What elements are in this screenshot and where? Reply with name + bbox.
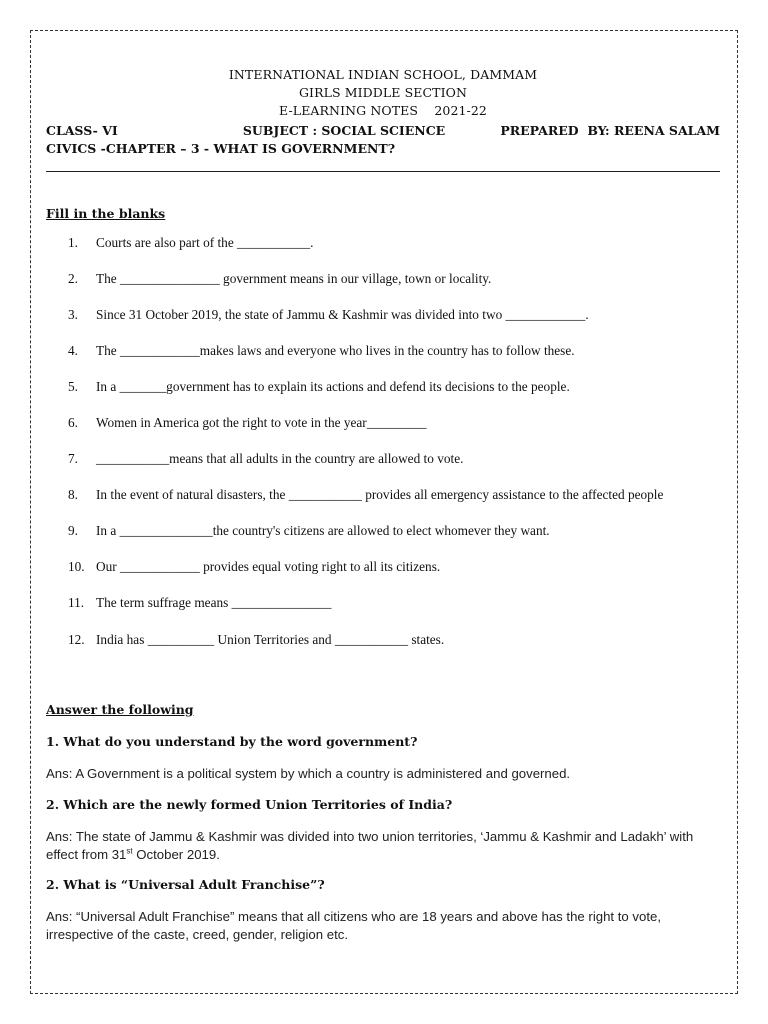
list-item	[46, 306, 722, 324]
item-number: 2.	[68, 271, 78, 286]
section-name: GIRLS MIDDLE SECTION	[298, 85, 468, 100]
item-number: 4.	[68, 343, 78, 358]
question-1: 1. What do you understand by the word government?	[46, 734, 418, 749]
question-3: 2. What is “Universal Adult Franchise”?	[46, 877, 325, 892]
item-text: In a ______________the country's citizens are allowed to elect whomever they want.	[96, 523, 550, 538]
document-header	[46, 66, 720, 158]
item-number: 5.	[68, 379, 78, 394]
fill-blanks-list	[46, 234, 722, 649]
list-item	[46, 234, 722, 252]
list-item	[46, 378, 722, 396]
list-item	[46, 450, 722, 468]
item-text: The term suffrage means _______________	[96, 595, 332, 610]
answer-2-text: Ans: The state of Jammu & Kashmir was divided into two union territories, ‘Jammu & Kashmir and Ladakh’ with effect from 31	[46, 829, 694, 862]
item-text: India has __________ Union Territories and ___________ states.	[96, 632, 445, 647]
question-2: 2. Which are the newly formed Union Territories of India?	[46, 797, 453, 812]
list-item	[46, 342, 722, 360]
answer-2-date: October 2019.	[132, 847, 220, 862]
item-text: Women in America got the right to vote in the year_________	[96, 415, 427, 430]
list-item	[46, 631, 722, 649]
question-block	[46, 796, 722, 864]
subject-label: SUBJECT : SOCIAL SCIENCE	[242, 123, 446, 138]
answer-2	[46, 828, 722, 864]
question-block	[46, 876, 722, 944]
item-number: 6.	[68, 415, 78, 430]
item-number: 10.	[68, 559, 85, 574]
item-number: 9.	[68, 523, 78, 538]
question-block	[46, 733, 722, 783]
list-item	[46, 270, 722, 288]
chapter-title: CIVICS -CHAPTER – 3 - WHAT IS GOVERNMENT?	[46, 141, 396, 156]
class-subject-row	[46, 121, 720, 140]
list-item	[46, 522, 722, 540]
item-text: In the event of natural disasters, the ___________ provides all emergency assistance to the affected people	[96, 487, 664, 502]
class-label: CLASS- VI	[46, 123, 118, 138]
header-divider	[46, 171, 720, 172]
answer-section-title: Answer the following	[46, 702, 194, 717]
item-number: 3.	[68, 307, 78, 322]
item-text: The ____________makes laws and everyone who lives in the country has to follow these.	[96, 343, 575, 358]
prepared-by-label: PREPARED BY: REENA SALAM	[500, 123, 720, 138]
item-text: ___________means that all adults in the country are allowed to vote.	[96, 451, 464, 466]
item-number: 8.	[68, 487, 78, 502]
item-number: 7.	[68, 451, 78, 466]
school-name: INTERNATIONAL INDIAN SCHOOL, DAMMAM	[228, 67, 538, 82]
list-item	[46, 414, 722, 432]
item-text: Our ____________ provides equal voting right to all its citizens.	[96, 559, 441, 574]
item-number: 1.	[68, 235, 78, 250]
item-text: Since 31 October 2019, the state of Jammu & Kashmir was divided into two ____________.	[96, 307, 589, 322]
answer-3: Ans: “Universal Adult Franchise” means that all citizens who are 18 years and above has the right to vote, irrespective of the caste, creed, gender, religion etc.	[46, 909, 662, 942]
item-text: Courts are also part of the ___________.	[96, 235, 314, 250]
answer-1: Ans: A Government is a political system by which a country is administered and governed.	[46, 766, 571, 781]
item-number: 12.	[68, 632, 85, 647]
item-text: The _______________ government means in our village, town or locality.	[96, 271, 492, 286]
list-item	[46, 594, 722, 612]
fill-blanks-title: Fill in the blanks	[46, 206, 166, 221]
list-item	[46, 486, 722, 504]
notes-title: E-LEARNING NOTES 2021-22	[279, 103, 487, 118]
list-item	[46, 558, 722, 576]
ordinal-suffix: st	[126, 846, 133, 856]
item-number: 11.	[68, 595, 85, 610]
item-text: In a _______government has to explain its actions and defend its decisions to the people.	[96, 379, 570, 394]
